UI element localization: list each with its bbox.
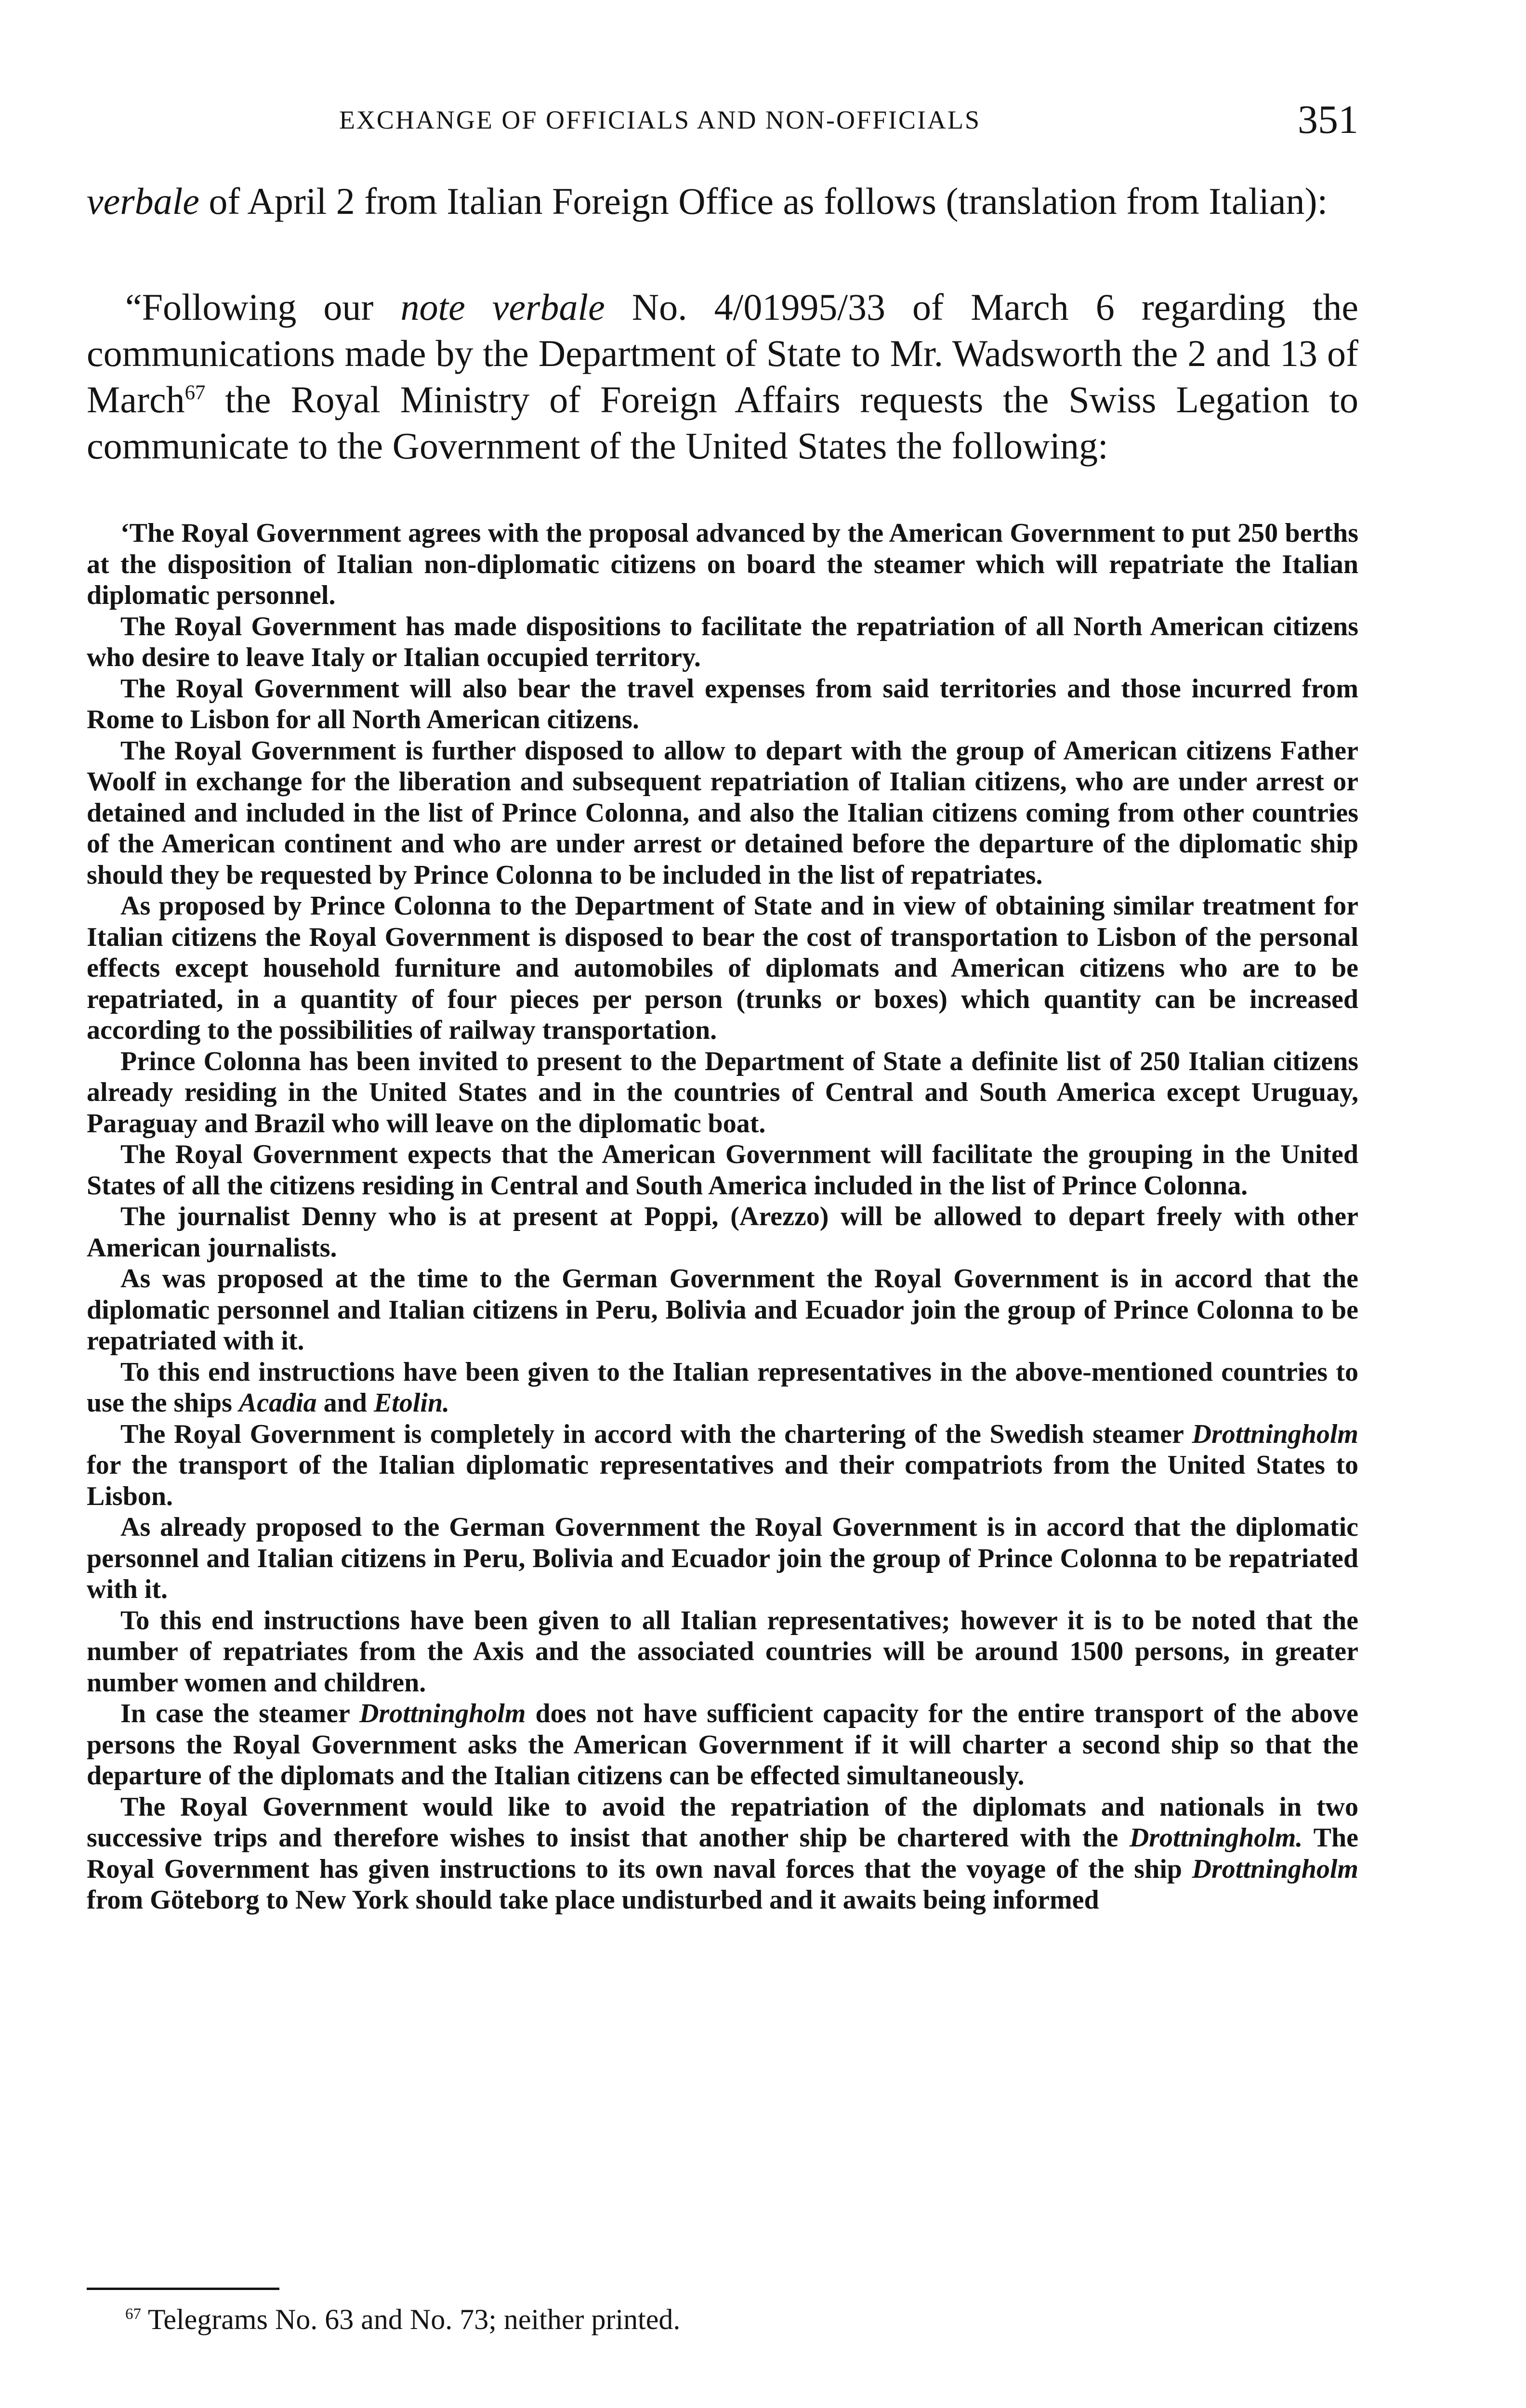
running-head (87, 96, 1358, 144)
intro-text: of April 2 from Italian Foreign Office as follows (translation from Italian): (199, 180, 1328, 222)
note-verbale-phrase: note verbale (400, 286, 605, 328)
quote-paragraph (87, 1792, 1358, 1916)
quote-paragraph (87, 1419, 1358, 1512)
quoted-intro-paragraph (87, 284, 1358, 469)
ship-name: Drottningholm (1192, 1419, 1358, 1449)
quote-paragraph: The Royal Government will also bear the travel expenses from said territories and those incurred from Rome to Lisbon for all North American citizens. (87, 673, 1358, 734)
ship-name: Drottningholm (1192, 1854, 1358, 1884)
footnote-reference: 67 (184, 381, 206, 404)
quote-text: The Royal Government would like to avoid the repatriation of the diplomats and nationals in two successive trips and therefore wishes to insist that another ship be chartered with the (87, 1792, 1358, 1853)
quote-paragraph: The Royal Government is further disposed to allow to depart with the group of American citizens Father Woolf in exchange for the liberation and subsequent repatriation of Italian citizens, who are under arrest or detained and included in the list of Prince Colonna, and also the Italian citizens coming from other countries of the American continent and who are under arrest or detained before the departure of the diplomatic ship should they be requested by Prince Colonna to be included in the list of repatriates. (87, 735, 1358, 890)
quote-paragraph (87, 1357, 1358, 1419)
footnote (125, 2302, 680, 2337)
running-title: EXCHANGE OF OFFICIALS AND NON-OFFICIALS (339, 105, 981, 134)
ship-name: Acadia (238, 1388, 317, 1418)
intro-paragraph (87, 178, 1358, 224)
quote-text: for the transport of the Italian diplomatic representatives and their compatriots from the United States to Lisbon. (87, 1450, 1358, 1511)
quote-paragraph: To this end instructions have been given to all Italian representatives; however it is to be noted that the number of repatriates from the Axis and the associated countries will be around 1500 persons, in greater number women and children. (87, 1605, 1358, 1698)
quote-paragraph: As proposed by Prince Colonna to the Department of State and in view of obtaining similar treatment for Italian citizens the Royal Government is disposed to bear the cost of transportation to Lisbon of the personal effects except household furniture and automobiles of diplomats and American citizens who are to be repatriated, in a quantity of four pieces per person (trunks or boxes) which quantity can be increased according to the possibilities of railway transportation. (87, 891, 1358, 1045)
verbale-word: verbale (87, 180, 199, 222)
quote-paragraph: As was proposed at the time to the German Government the Royal Government is in accord that the diplomatic personnel and Italian citizens in Peru, Bolivia and Ecuador join the group of Prince Colonna to be repatriated with it. (87, 1264, 1358, 1356)
quote-text: The Royal Government has given instructions to its own naval forces that the voyage of the ship (87, 1823, 1358, 1884)
quote-text-2: the Royal Ministry of Foreign Affairs requests the Swiss Legation to communicate to the Government of the United States the following: (87, 379, 1358, 467)
quote-paragraph: As already proposed to the German Government the Royal Government is in accord that the diplomatic personnel and Italian citizens in Peru, Bolivia and Ecuador join the group of Prince Colonna to be repatriated with it. (87, 1512, 1358, 1604)
quote-text: The Royal Government is completely in accord with the chartering of the Swedish steamer (120, 1419, 1192, 1449)
footnote-text: Telegrams No. 63 and No. 73; neither printed. (141, 2303, 681, 2335)
quote-text: does not have sufficient capacity for the entire transport of the above persons the Royal Government asks the American Government if it will charter a second ship so that the departure of the diplomats and the Italian citizens can be effected simultaneously. (87, 1699, 1359, 1791)
quote-paragraph: The Royal Government has made dispositions to facilitate the repatriation of all North American citizens who desire to leave Italy or Italian occupied territory. (87, 611, 1358, 672)
footnote-marker: 67 (125, 2305, 141, 2323)
ship-name: Drottningholm. (1129, 1823, 1303, 1853)
quote-paragraph: ‘The Royal Government agrees with the proposal advanced by the American Government to put 250 berths at the disposition of Italian non-diplomatic citizens on board the steamer which will repatriate the Italian diplomatic personnel. (87, 518, 1358, 610)
quote-open: “Following our (125, 286, 401, 328)
quote-paragraph (87, 1698, 1358, 1792)
quote-paragraph: Prince Colonna has been invited to present to the Department of State a definite list of 250 Italian citizens already residing in the United States and in the countries of Central and South America except Uruguay, Paraguay and Brazil who will leave on the diplomatic boat. (87, 1046, 1358, 1139)
quote-paragraph: The Royal Government expects that the American Government will facilitate the grouping in the United States of all the citizens residing in Central and South America included in the list of Prince Colonna. (87, 1139, 1358, 1201)
ship-name: Etolin. (373, 1388, 450, 1418)
quote-text: To this end instructions have been given to the Italian representatives in the above-mentioned countries to use the ships (87, 1357, 1358, 1418)
quote-paragraph: The journalist Denny who is at present at Poppi, (Arezzo) will be allowed to depart freely with other American journalists. (87, 1202, 1358, 1263)
quote-text: In case the steamer (120, 1699, 359, 1728)
quote-text-1: No. 4/01995/33 of March 6 regarding the communications made by the Department of State to Mr. Wadsworth the 2 and 13 of March (87, 286, 1358, 420)
ship-name: Drottningholm (359, 1699, 526, 1728)
block-quote (87, 518, 1358, 1916)
quote-text: from Göteborg to New York should take place undisturbed and it awaits being informed (87, 1885, 1099, 1915)
footnote-rule (87, 2288, 279, 2290)
page-number: 351 (1298, 97, 1358, 142)
quote-text: and (316, 1388, 374, 1418)
